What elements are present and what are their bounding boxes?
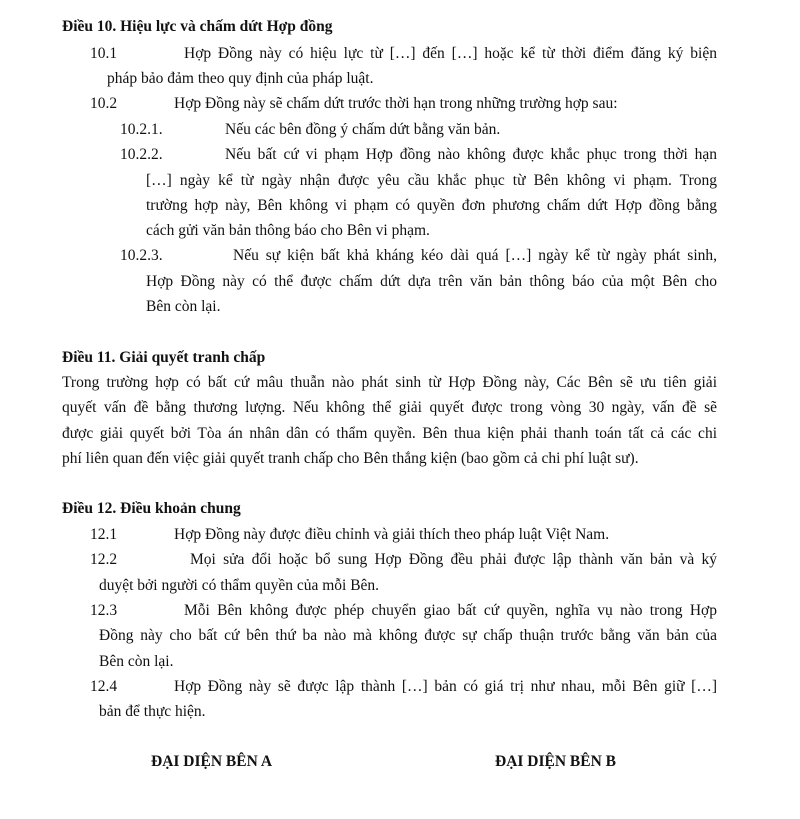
clause-10-2-line-1: Hợp Đồng này sẽ chấm dứt trước thời hạn trong những trường hợp sau:: [174, 95, 618, 112]
clause-12-2-number: 12.2: [90, 551, 118, 568]
clause-10-1-line-1: Hợp Đồng này có hiệu lực từ […] đến […] hoặc kể từ thời điểm đăng ký biện: [184, 45, 717, 62]
article-11-line-1: Trong trường hợp có bất cứ mâu thuẫn nào phát sinh từ Hợp Đồng này, Các Bên sẽ ưu tiên giải: [62, 374, 717, 391]
clause-10-1-number: 10.1: [90, 45, 118, 62]
clause-12-1-line-1: Hợp Đồng này được điều chỉnh và giải thích theo pháp luật Việt Nam.: [174, 526, 610, 543]
article-11-heading: Điều 11. Giải quyết tranh chấp: [62, 349, 266, 366]
clause-12-1-number: 12.1: [90, 526, 118, 543]
clause-10-2-2-number: 10.2.2.: [120, 146, 163, 163]
clause-10-2-2-line-4: cách gửi văn bản thông báo cho Bên vi phạm.: [146, 222, 430, 239]
clause-10-2-3-line-3: Bên còn lại.: [146, 298, 221, 315]
clause-12-2-line-2: duyệt bởi người có thẩm quyền của mỗi Bên.: [99, 577, 380, 594]
article-10-heading: Điều 10. Hiệu lực và chấm dứt Hợp đồng: [62, 18, 333, 35]
clause-10-2-2-line-3: trường hợp này, Bên không vi phạm có quyền đơn phương chấm dứt Hợp đồng bằng: [146, 197, 717, 214]
clause-10-2-2-line-1: Nếu bất cứ vi phạm Hợp đồng nào không được khắc phục trong thời hạn: [225, 146, 717, 163]
article-12-heading: Điều 12. Điều khoản chung: [62, 500, 241, 517]
clause-12-4-line-2: bản để thực hiện.: [99, 703, 206, 720]
clause-10-2-2-line-2: […] ngày kể từ ngày nhận được yêu cầu khắc phục từ Bên không vi phạm. Trong: [146, 172, 717, 189]
clause-10-2-3-line-1: Nếu sự kiện bất khả kháng kéo dài quá […] ngày kể từ ngày phát sinh,: [233, 247, 717, 264]
article-11-line-2: quyết vấn đề bằng thương lượng. Nếu không thể giải quyết được trong vòng 30 ngày, vấn đề sẽ: [62, 399, 717, 416]
clause-10-2-1-line-1: Nếu các bên đồng ý chấm dứt bằng văn bản.: [225, 121, 501, 138]
clause-12-3-number: 12.3: [90, 602, 118, 619]
signature-party-a-label: ĐẠI DIỆN BÊN A: [151, 753, 273, 770]
clause-10-1-line-2: pháp bảo đảm theo quy định của pháp luật.: [107, 70, 374, 87]
clause-12-3-line-1: Mỗi Bên không được phép chuyển giao bất cứ quyền, nghĩa vụ nào trong Hợp: [184, 602, 717, 619]
clause-10-2-3-line-2: Hợp Đồng này có thể được chấm dứt dựa trên văn bản thông báo của một Bên cho: [146, 273, 717, 290]
clause-12-2-line-1: Mọi sửa đổi hoặc bổ sung Hợp Đồng đều phải được lập thành văn bản và ký: [190, 551, 717, 568]
clause-10-2-1-number: 10.2.1.: [120, 121, 163, 138]
clause-12-4-line-1: Hợp Đồng này sẽ được lập thành […] bản có giá trị như nhau, mỗi Bên giữ […]: [174, 678, 717, 695]
article-11-line-3: được giải quyết bởi Tòa án nhân dân có thẩm quyền. Bên thua kiện phải thanh toán tất cả các chi: [62, 425, 717, 442]
clause-12-3-line-3: Bên còn lại.: [99, 653, 174, 670]
clause-10-2-3-number: 10.2.3.: [120, 247, 163, 264]
clause-12-4-number: 12.4: [90, 678, 118, 695]
article-11-line-4: phí liên quan đến việc giải quyết tranh chấp cho Bên thắng kiện (bao gồm cả chi phí luật sư).: [62, 450, 639, 467]
clause-12-3-line-2: Đồng này cho bất cứ bên thứ ba nào mà không được sự chấp thuận trước bằng văn bản của: [99, 627, 717, 644]
signature-party-b-label: ĐẠI DIỆN BÊN B: [495, 753, 617, 770]
clause-10-2-number: 10.2: [90, 95, 118, 112]
